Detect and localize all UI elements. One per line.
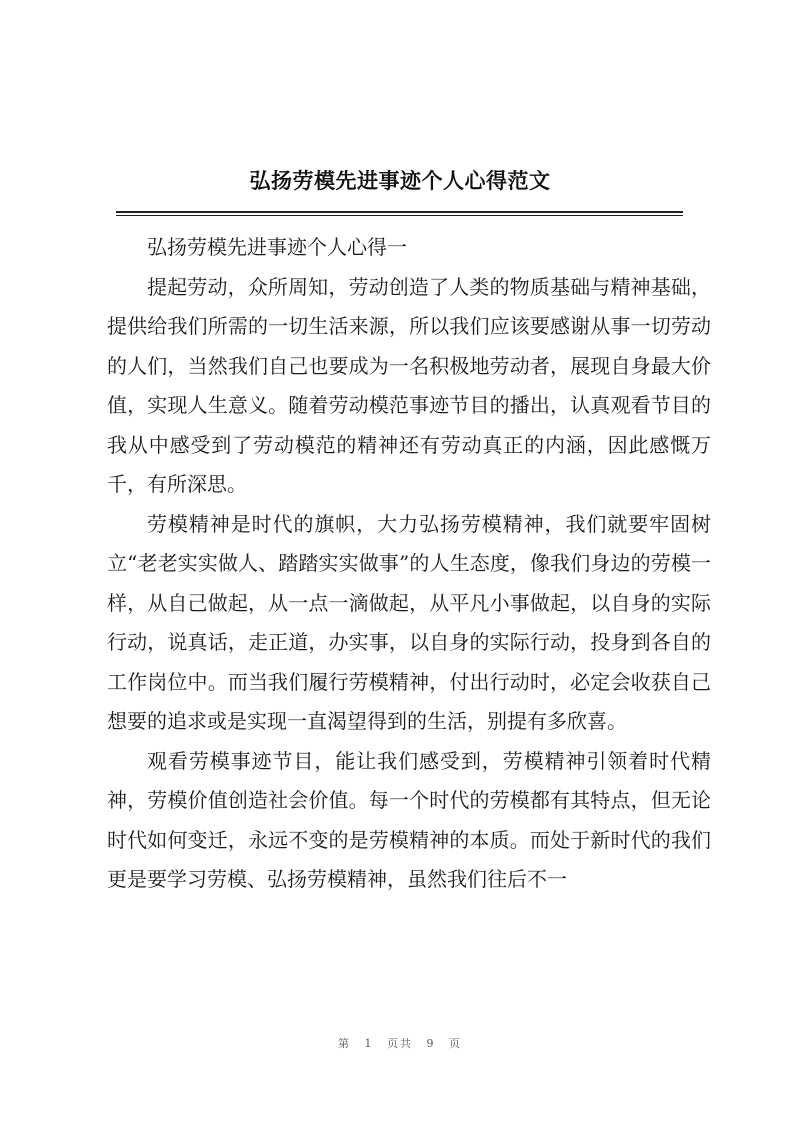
paragraph: 观看劳模事迹节目，能让我们感受到，劳模精神引领着时代精神，劳模价值创造社会价值。每一个时代的劳模都有其特点，但无论时代如何变迁，永远不变的是劳模精神的本质。而处于新时代的我们更是要学习劳模、弘扬劳模精神，虽然我们往后不一 — [107, 748, 711, 891]
title-underline-thick — [116, 211, 683, 213]
footer-suffix: 页 — [449, 1037, 462, 1050]
title-underline-thin — [116, 215, 683, 216]
footer-total-pages: 9 — [426, 1037, 436, 1050]
section-heading: 弘扬劳模先进事迹个人心得一 — [147, 235, 407, 259]
footer-middle: 页共 — [387, 1037, 413, 1050]
page-footer — [0, 1035, 800, 1051]
paragraph: 提起劳动，众所周知，劳动创造了人类的物质基础与精神基础，提供给我们所需的一切生活来源，所以我们应该要感谢从事一切劳动的人们，当然我们自己也要成为一名积极地劳动者，展现自身最大价值，实现人生意义。随着劳动模范事迹节目的播出，认真观看节目的我从中感受到了劳动模范的精神还有劳动真正的内涵，因此感慨万千，有所深思。 — [107, 274, 711, 496]
footer-current-page: 1 — [364, 1037, 374, 1050]
footer-prefix: 第 — [338, 1037, 351, 1050]
paragraph: 劳模精神是时代的旗帜，大力弘扬劳模精神，我们就要牢固树立“老老实实做人、踏踏实实做事”的人生态度，像我们身边的劳模一样，从自己做起，从一点一滴做起，从平凡小事做起，以自身的实际行动，说真话，走正道，办实事，以自身的实际行动，投身到各自的工作岗位中。而当我们履行劳模精神，付出行动时，必定会收获自己想要的追求或是实现一直渴望得到的生活，别提有多欣喜。 — [107, 511, 711, 733]
document-body — [107, 228, 711, 900]
document-title: 弘扬劳模先进事迹个人心得范文 — [249, 168, 551, 193]
